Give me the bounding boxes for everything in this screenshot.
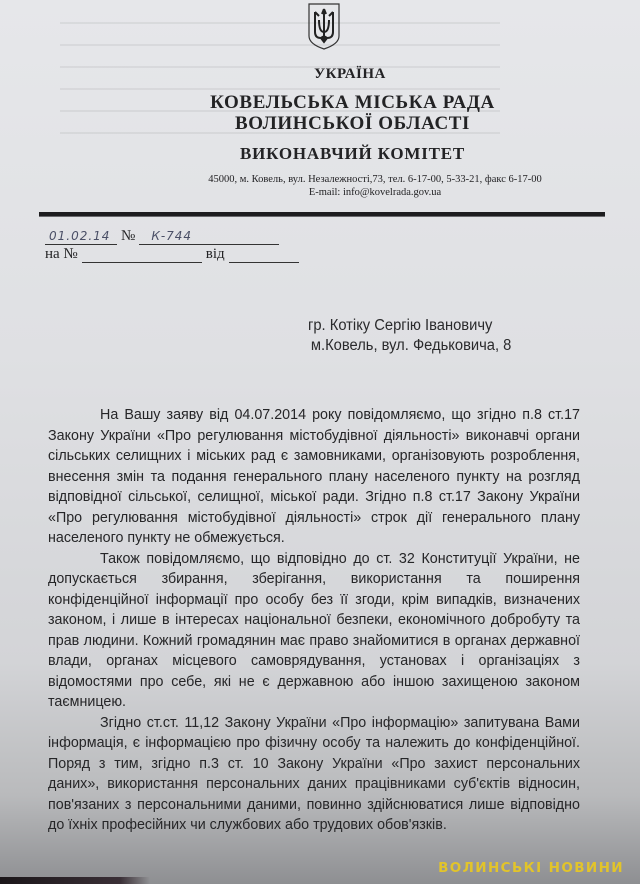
postal-address: 45000, м. Ковель, вул. Незалежності,73, тел. 6-17-00, 5-33-21, факс 6-17-00 [208,174,542,185]
letterhead-divider [39,212,605,217]
incoming-reference [45,246,299,263]
date-field [45,228,117,245]
from-date-field [229,246,299,263]
recipient-block [308,316,511,356]
council-region: ВОЛИНСЬКОЇ ОБЛАСТІ [234,113,471,134]
photo-edge-shadow [0,877,150,884]
body-paragraph: На Вашу заяву від 04.07.2014 року повідомляємо, що згідно п.8 ст.17 Закону України «Про регулювання містобудівної діяльності» виконавчі органи сільських селищних і міських рад є замовниками, організовують розроблення, внесення змін та подання генерального плану населеного пункту на розгляд відповідної сільської, селищної, міської ради. Згідно п.8 ст.17 Закону України «Про регулювання містобудівної діяльності» строк дії генерального плану населеного пункту не обмежується. [48,407,580,546]
from-label: від [205,246,225,262]
executive-committee-heading: ВИКОНАВЧИЙ КОМІТЕТ [239,144,466,163]
council-name: КОВЕЛЬСЬКА МІСЬКА РАДА [210,92,495,113]
body-paragraph: Також повідомляємо, що відповідно до ст. 32 Конституції України, не допускається збирання, зберігання, використання та поширення конфіденційної інформації про особу без її згоди, крім випадків, визначених законом, і лише в інтересах національної безпеки, економічного добробуту та прав людини. Кожний громадянин має право знайомитися в органах державної влади, органах місцевого самоврядування, установах і організаціях з відомостями про себе, які не є державною або іншою захищеною законом таємницею. [48,550,580,710]
recipient-address: м.Ковель, вул. Федьковича, 8 [310,337,512,354]
recipient-name: гр. Котіку Сергію Івановичу [308,317,493,334]
country-heading: УКРАЇНА [314,66,386,82]
handwritten-number: К-744 [151,229,193,243]
watermark-logo: ВОЛИНСЬКІ НОВИНИ [438,860,624,876]
number-label: № [121,228,136,244]
email-address: E-mail: info@kovelrada.gov.ua [308,187,442,198]
reply-to-label: на № [45,246,78,262]
body-paragraph: Згідно ст.ст. 11,12 Закону України «Про інформацію» запитувана Вами інформація, є інформацією про фізичну особу та належить до конфіденційної. Поряд з тим, згідно п.3 ст. 10 Закону України «Про захист персональних даних», використання персональних даних працівниками суб'єктів відносин, пов'язаних з персональними даними, повинно здійснюватися лише відповідно до їхніх професійних чи службових або трудових обов'язків. [48,714,580,833]
letterhead-contacts [0,173,640,199]
number-field [139,228,279,245]
reply-to-field [82,246,202,263]
letter-body [48,405,580,836]
outgoing-reference [45,228,279,245]
council-heading [0,92,640,134]
coat-of-arms-icon [307,2,341,50]
handwritten-date: 01.02.14 [49,229,111,243]
